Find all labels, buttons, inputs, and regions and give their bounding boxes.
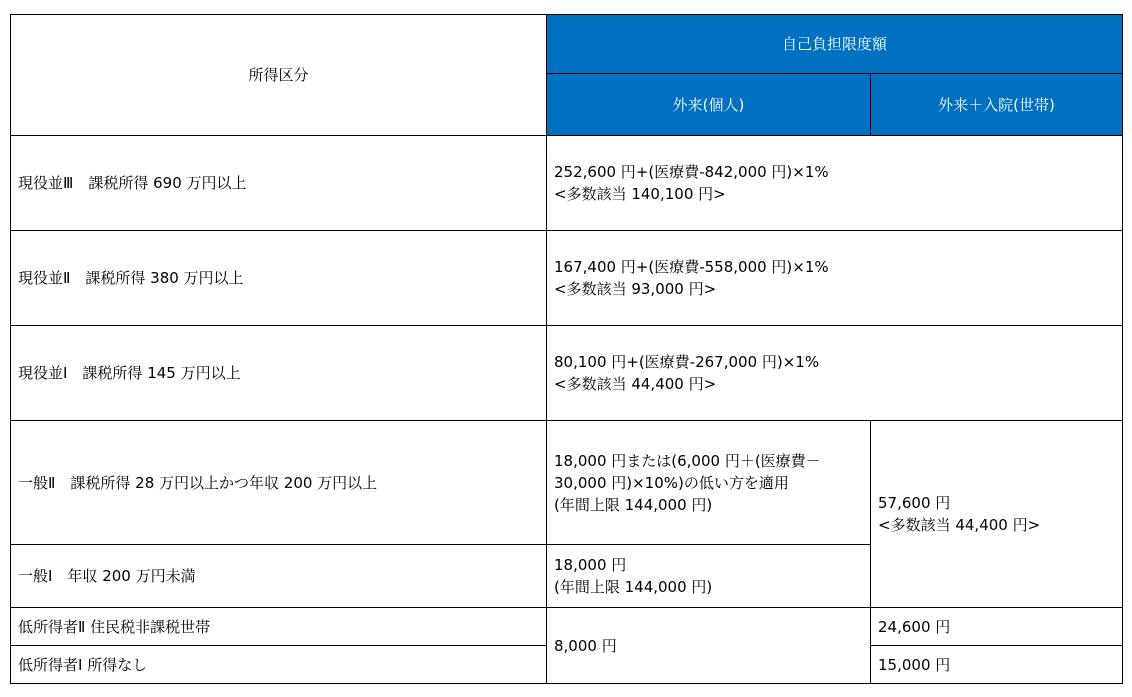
category-cell: 一般Ⅰ 年収 200 万円未満 bbox=[11, 545, 547, 608]
outpatient-inpatient-household-header: 外来＋入院(世帯) bbox=[871, 74, 1123, 136]
category-cell: 低所得者Ⅰ 所得なし bbox=[11, 646, 547, 684]
amount-line: 57,600 円 bbox=[878, 494, 951, 512]
low-income-outpatient-cell: 8,000 円 bbox=[547, 608, 871, 684]
amount-cell bbox=[547, 231, 1123, 326]
amount-line: 252,600 円+(医療費-842,000 円)×1% bbox=[554, 163, 829, 181]
category-cell: 低所得者Ⅱ 住民税非課税世帯 bbox=[11, 608, 547, 646]
amount-line: 167,400 円+(医療費-558,000 円)×1% bbox=[554, 258, 829, 276]
outpatient-cell bbox=[547, 545, 871, 608]
amount-cell bbox=[547, 326, 1123, 421]
amount-line: 18,000 円または(6,000 円＋(医療費－ bbox=[554, 451, 821, 470]
amount-line: <多数該当 44,400 円> bbox=[878, 516, 1041, 534]
outpatient-individual-header: 外来(個人) bbox=[547, 74, 871, 136]
category-cell: 現役並Ⅲ 課税所得 690 万円以上 bbox=[11, 136, 547, 231]
household-cell: 24,600 円 bbox=[871, 608, 1123, 646]
general-household-cell bbox=[871, 421, 1123, 608]
amount-cell bbox=[547, 136, 1123, 231]
amount-line: 18,000 円 bbox=[554, 556, 627, 574]
outpatient-cell bbox=[547, 421, 871, 545]
category-cell: 現役並Ⅱ 課税所得 380 万円以上 bbox=[11, 231, 547, 326]
category-cell: 一般Ⅱ 課税所得 28 万円以上かつ年収 200 万円以上 bbox=[11, 421, 547, 545]
household-cell: 15,000 円 bbox=[871, 646, 1123, 684]
amount-line: <多数該当 44,400 円> bbox=[554, 375, 717, 393]
amount-line: 80,100 円+(医療費-267,000 円)×1% bbox=[554, 353, 820, 371]
income-category-header: 所得区分 bbox=[11, 15, 547, 136]
amount-line: (年間上限 144,000 円) bbox=[554, 495, 713, 514]
amount-line: (年間上限 144,000 円) bbox=[554, 578, 713, 596]
amount-line: <多数該当 140,100 円> bbox=[554, 185, 726, 203]
category-cell: 現役並Ⅰ 課税所得 145 万円以上 bbox=[11, 326, 547, 421]
copay-limit-header: 自己負担限度額 bbox=[547, 15, 1123, 74]
amount-line: <多数該当 93,000 円> bbox=[554, 280, 717, 298]
copayment-limit-table bbox=[10, 14, 1123, 684]
amount-line: 30,000 円)×10%)の低い方を適用 bbox=[554, 473, 789, 492]
